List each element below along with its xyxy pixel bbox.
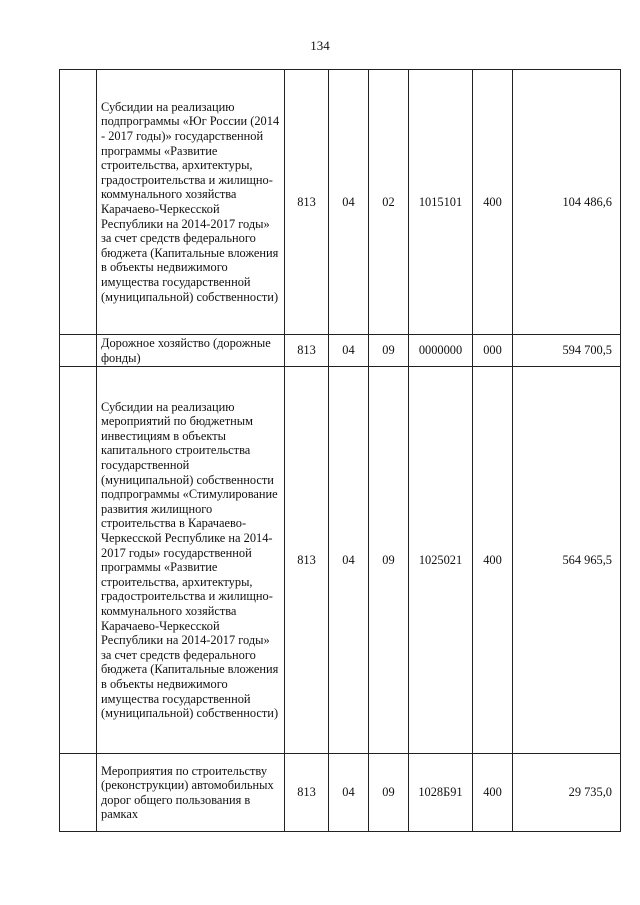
- subsection-code: 09: [369, 754, 409, 832]
- amount: 564 965,5: [513, 367, 621, 754]
- item-name: Субсидии на реализацию мероприятий по бюджетным инвестициям в объекты капитального строительства государственной (муниципальной) собственности подпрограммы «Стимулирование развития жилищного строительства в Карачаево-Черкесской Республике на 2014-2017 годы» государственной программы «Развитие строительства, архитектуры, градостроительства и жилищно-коммунального хозяйства Карачаево-Черкесской Республики на 2014-2017 годы» за счет средств федерального бюджета (Капитальные вложения в объекты недвижимого имущества государственной (муниципальной) собственности): [97, 367, 285, 754]
- ministry-code: 813: [285, 367, 329, 754]
- page-number: 134: [310, 38, 330, 53]
- item-name: Субсидии на реализацию подпрограммы «Юг России (2014 - 2017 годы)» государственной программы «Развитие строительства, архитектуры, градостроительства и жилищно-коммунального хозяйства Карачаево-Черкесской Республики на 2014-2017 годы» за счет средств федерального бюджета (Капитальные вложения в объекты недвижимого имущества государственной (муниципальной) собственности): [97, 70, 285, 335]
- row-number-cell: [60, 70, 97, 335]
- ministry-code: 813: [285, 754, 329, 832]
- table-row: [60, 367, 621, 754]
- amount: 29 735,0: [513, 754, 621, 832]
- subsection-code: 02: [369, 70, 409, 335]
- section-code: 04: [329, 754, 369, 832]
- expense-type-code: 000: [473, 335, 513, 367]
- amount: 104 486,6: [513, 70, 621, 335]
- row-number-cell: [60, 335, 97, 367]
- item-name: Мероприятия по строительству (реконструкции) автомобильных дорог общего пользования в рамках: [97, 754, 285, 832]
- target-code: 1028Б91: [409, 754, 473, 832]
- expense-type-code: 400: [473, 367, 513, 754]
- row-number-cell: [60, 754, 97, 832]
- expense-type-code: 400: [473, 754, 513, 832]
- ministry-code: 813: [285, 335, 329, 367]
- table-row: [60, 335, 621, 367]
- target-code: 1015101: [409, 70, 473, 335]
- expense-type-code: 400: [473, 70, 513, 335]
- item-name: Дорожное хозяйство (дорожные фонды): [97, 335, 285, 367]
- budget-table: [59, 69, 621, 832]
- row-number-cell: [60, 367, 97, 754]
- section-code: 04: [329, 335, 369, 367]
- section-code: 04: [329, 70, 369, 335]
- target-code: 1025021: [409, 367, 473, 754]
- amount: 594 700,5: [513, 335, 621, 367]
- subsection-code: 09: [369, 367, 409, 754]
- table-row: [60, 754, 621, 832]
- table-row: [60, 70, 621, 335]
- target-code: 0000000: [409, 335, 473, 367]
- section-code: 04: [329, 367, 369, 754]
- ministry-code: 813: [285, 70, 329, 335]
- subsection-code: 09: [369, 335, 409, 367]
